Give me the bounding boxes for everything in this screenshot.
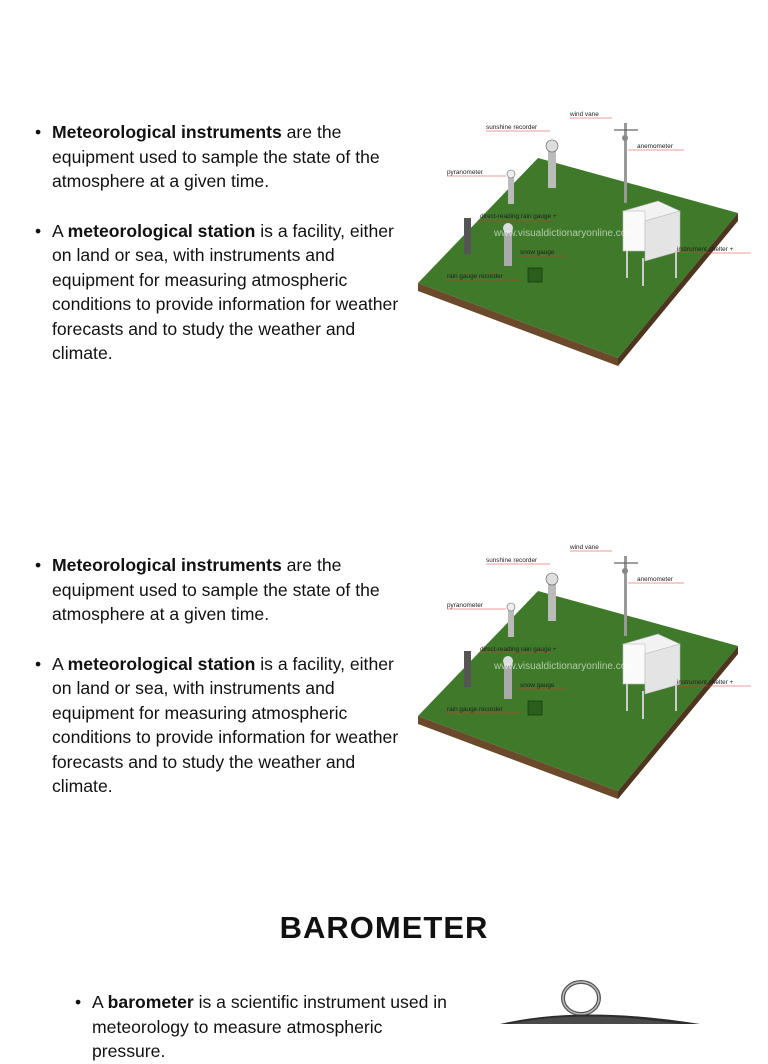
- label-sunshine-recorder: sunshine recorder: [486, 557, 538, 564]
- slide-1-bullets: [30, 120, 410, 391]
- bullet-station: • A meteorological station is a facility, either on land or sea, with instruments and equipment for measuring atmospheric conditions to provide information for weather forecasts and to study the weather and climate.: [30, 219, 410, 366]
- bullet-station: • A meteorological station is a facility, either on land or sea, with instruments and equipment for measuring atmospheric conditions to provide information for weather forecasts and to study the weather and climate.: [30, 652, 410, 799]
- term: barometer: [107, 992, 194, 1012]
- term: Meteorological instruments: [52, 122, 282, 142]
- label-wind-vane: wind vane: [570, 544, 599, 551]
- barometer-title: BAROMETER: [279, 910, 489, 945]
- term: Meteorological instruments: [52, 555, 282, 575]
- term: meteorological station: [67, 220, 256, 241]
- bullet-barometer: • A barometer is a scientific instrument used in meteorology to measure atmospheric pressure.: [70, 990, 450, 1064]
- barometer-bullets: [70, 990, 450, 1064]
- label-snow-gauge: snow gauge: [520, 682, 555, 689]
- label-sunshine-recorder: sunshine recorder: [486, 124, 538, 131]
- barometer-svg: [500, 975, 700, 1024]
- weather-station-illustration: [418, 541, 768, 841]
- label-snow-gauge: snow gauge: [520, 249, 555, 256]
- label-instrument-shelter: instrument shelter +: [677, 679, 734, 686]
- weather-station-illustration: [418, 108, 768, 408]
- watermark: www.visualdictionaryonline.com: [494, 228, 635, 239]
- weather-station-svg: [418, 541, 768, 841]
- label-wind-vane: wind vane: [570, 111, 599, 118]
- slide-2-bullets: [30, 553, 410, 824]
- label-pyranometer: pyranometer: [447, 169, 483, 176]
- label-direct-reading-rain-gauge: direct-reading rain gauge +: [480, 213, 557, 220]
- label-rain-gauge-recorder: rain gauge recorder: [447, 706, 503, 713]
- label-anemometer: anemometer: [637, 576, 673, 583]
- barometer-illustration: [500, 975, 700, 1024]
- label-pyranometer: pyranometer: [447, 602, 483, 609]
- bullet-instruments: • Meteorological instruments are the equipment used to sample the state of the atmosphere at a given time.: [30, 553, 410, 627]
- label-instrument-shelter: instrument shelter +: [677, 246, 734, 253]
- weather-station-svg: [418, 108, 768, 408]
- watermark: www.visualdictionaryonline.com: [494, 661, 635, 672]
- label-direct-reading-rain-gauge: direct-reading rain gauge +: [480, 646, 557, 653]
- label-anemometer: anemometer: [637, 143, 673, 150]
- term: meteorological station: [67, 653, 256, 674]
- label-rain-gauge-recorder: rain gauge recorder: [447, 273, 503, 280]
- bullet-instruments: • Meteorological instruments are the equipment used to sample the state of the atmosphere at a given time.: [30, 120, 410, 194]
